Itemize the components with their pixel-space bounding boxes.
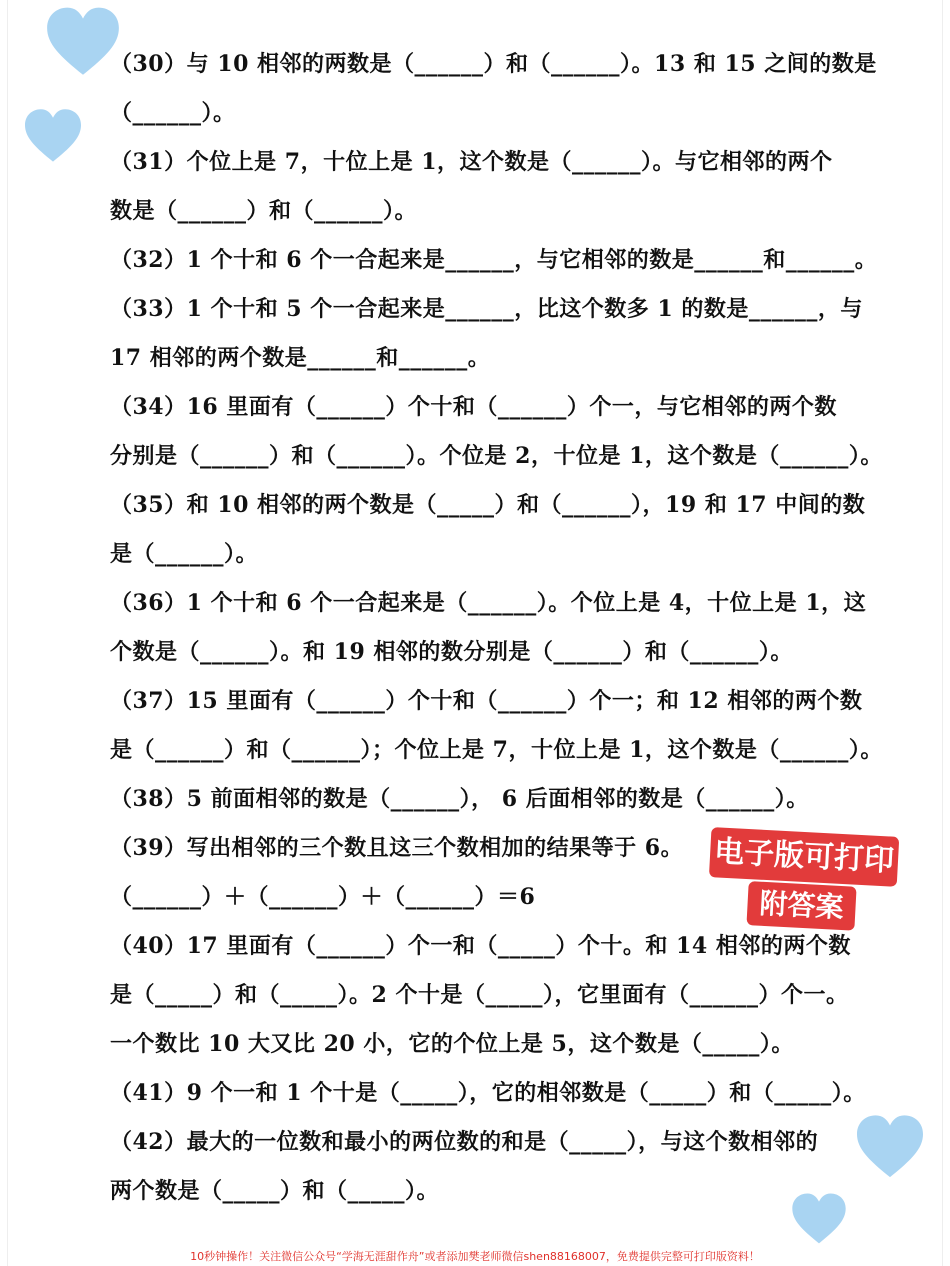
question-line: 一个数比 10 大又比 20 小，它的个位上是 5，这个数是（_____）。 bbox=[110, 1031, 794, 1057]
question-line: 两个数是（_____）和（_____）。 bbox=[110, 1178, 440, 1204]
stamp-line-2: 附答案 bbox=[746, 881, 856, 931]
question-line: （35）和 10 相邻的两个数是（_____）和（______），19 和 17 中间的数 bbox=[110, 492, 866, 518]
footer-promo-text: 10秒钟操作！关注微信公众号“学海无涯甜作舟”或者添加樊老师微信shen88168007，免费提供完整可打印版资料！ bbox=[190, 1250, 760, 1263]
question-line: 是（______）。 bbox=[110, 541, 259, 567]
question-line: （30）与 10 相邻的两数是（______）和（______）。13 和 15 之间的数是 bbox=[110, 51, 877, 77]
question-line: 17 相邻的两个数是______和______。 bbox=[110, 345, 491, 371]
question-line: （38）5 前面相邻的数是（______）， 6 后面相邻的数是（______）。 bbox=[110, 786, 809, 812]
question-line: 是（______）和（______）；个位上是 7，十位上是 1，这个数是（______）。 bbox=[110, 737, 883, 763]
question-line: （31）个位上是 7，十位上是 1，这个数是（______）。与它相邻的两个 bbox=[110, 149, 833, 175]
question-line: 个数是（______）。和 19 相邻的数分别是（______）和（______）。 bbox=[110, 639, 793, 665]
question-line: （39）写出相邻的三个数且这三个数相加的结果等于 6。 bbox=[110, 835, 684, 861]
question-line: 数是（______）和（______）。 bbox=[110, 198, 418, 224]
question-line: （34）16 里面有（______）个十和（______）个一，与它相邻的两个数 bbox=[110, 394, 837, 420]
stamp-line-1: 电子版可打印 bbox=[709, 827, 899, 887]
question-line: （33）1 个十和 5 个一合起来是______，比这个数多 1 的数是______，与 bbox=[110, 296, 863, 322]
question-line: （40）17 里面有（______）个一和（_____）个十。和 14 相邻的两个数 bbox=[110, 933, 851, 959]
question-line: （32）1 个十和 6 个一合起来是______，与它相邻的数是______和______。 bbox=[110, 247, 878, 273]
question-line: 是（_____）和（_____）。2 个十是（_____），它里面有（______）个一。 bbox=[110, 982, 849, 1008]
question-line: （36）1 个十和 6 个一合起来是（______）。个位上是 4，十位上是 1，这 bbox=[110, 590, 867, 616]
question-line: （41）9 个一和 1 个十是（_____），它的相邻数是（_____）和（_____）。 bbox=[110, 1080, 866, 1106]
question-line: （37）15 里面有（______）个十和（______）个一；和 12 相邻的两个数 bbox=[110, 688, 863, 714]
printable-version-stamp bbox=[706, 821, 901, 935]
question-line: （______）。 bbox=[110, 100, 236, 126]
question-line: （42）最大的一位数和最小的两位数的和是（_____），与这个数相邻的 bbox=[110, 1129, 819, 1155]
question-line: 分别是（______）和（______）。个位是 2，十位是 1，这个数是（______）。 bbox=[110, 443, 883, 469]
question-line: （______）＋（______）＋（______）＝6 bbox=[110, 884, 536, 910]
